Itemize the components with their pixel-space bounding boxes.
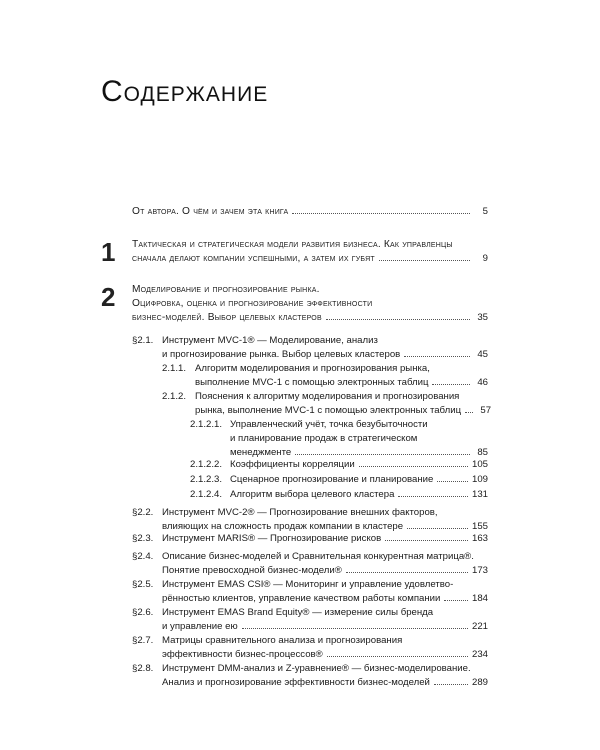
toc-subsubsection[interactable] (190, 458, 488, 472)
page-number: 57 (480, 405, 492, 416)
toc-intro[interactable] (132, 205, 488, 219)
section-number: 2.1.2. (162, 391, 187, 402)
section-title-line: Управленческий учёт, точка безубыточности (230, 419, 428, 430)
toc-section[interactable] (132, 606, 488, 634)
section-title-line: Анализ и прогнозирование эффективности бизнес-моделей (162, 677, 430, 688)
page-number: 35 (477, 312, 488, 323)
page-number: 221 (471, 621, 488, 632)
leader-dots (359, 466, 468, 467)
section-title-line: Инструмент EMAS CSI® — Мониторинг и управление удовлетво- (162, 579, 454, 590)
page-number: 163 (471, 533, 488, 544)
page-title: Содержание (101, 75, 269, 108)
section-title-line: Инструмент MARIS® — Прогнозирование рисков (162, 533, 382, 544)
chapter-title-line: Моделирование и прогнозирование рынка. (132, 284, 320, 295)
section-number: §2.5. (132, 579, 154, 590)
section-title-line: Инструмент DMM-анализ и Z-уравнение® — бизнес-моделирование. (162, 663, 471, 674)
leader-dots (444, 600, 468, 601)
section-number: §2.8. (132, 663, 154, 674)
section-number: §2.2. (132, 507, 154, 518)
section-number: 2.1.2.3. (190, 474, 223, 485)
page-number: 45 (477, 349, 488, 360)
page-number: 155 (471, 521, 488, 532)
section-title-line: рынка, выполнение MVC-1 с помощью электронных таблиц (195, 405, 462, 416)
section-title-line: эффективности бизнес-процессов® (162, 649, 323, 660)
leader-dots (398, 496, 468, 497)
leader-dots (379, 260, 470, 261)
leader-dots (327, 656, 468, 657)
chapter-title-line: Оцифровка, оценка и прогнозирование эффективности (132, 298, 373, 309)
page-number: 46 (477, 377, 488, 388)
leader-dots (465, 412, 473, 413)
section-number: 2.1.1. (162, 363, 187, 374)
page-number: 131 (471, 489, 488, 500)
toc-section[interactable] (132, 550, 488, 578)
chapter-title-line: бизнес-моделей. Выбор целевых кластеров (132, 312, 322, 323)
section-title-line: Пояснения к алгоритму моделирования и прогнозирования (195, 391, 460, 402)
toc-section[interactable] (132, 532, 488, 546)
section-title-line: выполнение MVC-1 с помощью электронных таблиц (195, 377, 429, 388)
page-number: 9 (482, 253, 488, 264)
toc-chapter-2[interactable] (132, 283, 488, 325)
page-number: 5 (482, 206, 488, 217)
section-number: 2.1.2.1. (190, 419, 223, 430)
toc-section[interactable] (132, 634, 488, 662)
toc-subsubsection[interactable] (190, 473, 488, 487)
page-number: 109 (471, 474, 488, 485)
leader-dots (242, 628, 468, 629)
leader-dots (292, 213, 470, 214)
page-number: 234 (471, 649, 488, 660)
section-number: §2.3. (132, 533, 154, 544)
section-title-line: Алгоритм выбора целевого кластера (230, 489, 395, 500)
section-number: §2.7. (132, 635, 154, 646)
section-title-line: и управление ею (162, 621, 238, 632)
section-number: §2.4. (132, 551, 154, 562)
leader-dots (326, 319, 470, 320)
section-title-line: рённостью клиентов, управление качеством работы компании (162, 593, 441, 604)
leader-dots (437, 481, 468, 482)
toc-section[interactable] (132, 334, 488, 362)
page-number: 105 (471, 459, 488, 470)
page-number: 289 (471, 677, 488, 688)
chapter-number: 1 (101, 237, 116, 267)
leader-dots (385, 540, 468, 541)
toc-chapter-1[interactable] (132, 238, 488, 266)
page-number: 173 (471, 565, 488, 576)
toc-subsubsection[interactable] (190, 418, 488, 460)
toc-subsubsection[interactable] (190, 488, 488, 502)
chapter-number: 2 (101, 282, 116, 312)
section-title-line: и прогнозирование рынка. Выбор целевых кластеров (162, 349, 401, 360)
section-title-line: Алгоритм моделирования и прогнозирования рынка, (195, 363, 430, 374)
section-title-line: Инструмент MVC-2® — Прогнозирование внешних факторов, (162, 507, 438, 518)
toc-section[interactable] (132, 662, 488, 690)
section-title-line: менеджменте (230, 447, 292, 458)
page-number: 184 (471, 593, 488, 604)
toc-section[interactable] (132, 506, 488, 534)
section-title-line: Матрицы сравнительного анализа и прогнозирования (162, 635, 403, 646)
leader-dots (346, 572, 468, 573)
chapter-title-line: сначала делают компании успешными, а затем их губят (132, 253, 375, 264)
page-number: 85 (477, 447, 488, 458)
chapter-title-line: Тактическая и стратегическая модели развития бизнеса. Как управленцы (132, 239, 453, 250)
toc-section[interactable] (132, 578, 488, 606)
leader-dots (432, 384, 470, 385)
toc-subsection[interactable] (162, 390, 492, 418)
section-title-line: влияющих на сложность продаж компании в кластере (162, 521, 404, 532)
leader-dots (434, 684, 468, 685)
section-number: §2.6. (132, 607, 154, 618)
section-title-line: Понятие превосходной бизнес-модели® (162, 565, 342, 576)
section-title-line: и планирование продаж в стратегическом (230, 433, 418, 444)
section-number: §2.1. (132, 335, 154, 346)
section-number: 2.1.2.2. (190, 459, 223, 470)
toc-subsection[interactable] (162, 362, 488, 390)
section-title-line: Инструмент MVC-1® — Моделирование, анализ (162, 335, 378, 346)
section-title-line: Сценарное прогнозирование и планирование (230, 474, 434, 485)
leader-dots (295, 454, 470, 455)
leader-dots (407, 528, 468, 529)
section-title-line: Описание бизнес-моделей и Сравнительная конкурентная матрица®. (162, 551, 474, 562)
toc-intro-text: От автора. О чём и зачем эта книга (132, 206, 289, 217)
section-title-line: Коэффициенты корреляции (230, 459, 355, 470)
leader-dots (404, 356, 470, 357)
section-number: 2.1.2.4. (190, 489, 223, 500)
section-title-line: Инструмент EMAS Brand Equity® — измерение силы бренда (162, 607, 434, 618)
